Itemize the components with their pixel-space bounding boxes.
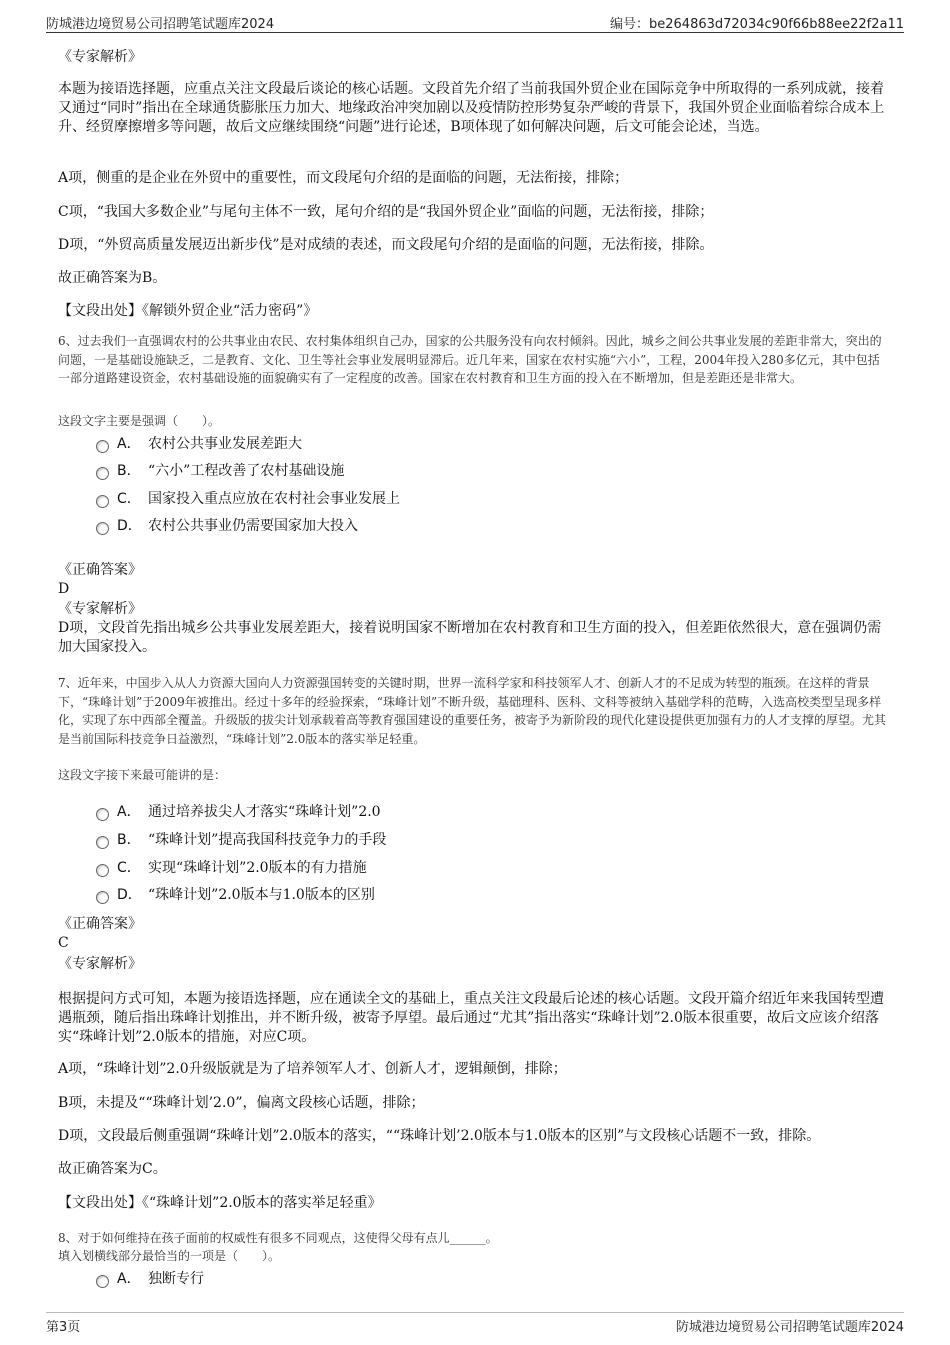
header-title: 防城港边境贸易公司招聘笔试题库2024 (46, 17, 275, 32)
page-footer (46, 1312, 904, 1335)
radio-icon[interactable] (96, 836, 109, 849)
q5-analysis-c: C项，“我国大多数企业”与尾句主体不一致，尾句介绍的是“我国外贸企业”面临的问题，无法衔接，排除； (58, 204, 714, 220)
q6-analysis: D项，文段首先指出城乡公共事业发展差距大，接着说明国家不断增加在农村教育和卫生方面的投入，但差距依然很大，意在强调仍需加大国家投入。 (58, 620, 882, 655)
radio-icon[interactable] (96, 467, 109, 480)
q7-answer-label: 《正确答案》 (58, 916, 142, 932)
radio-icon[interactable] (96, 522, 109, 535)
q6-stem: 6、过去我们一直强调农村的公共事业由农民、农村集体组织自己办，国家的公共服务没有向农村倾斜。因此，城乡之间公共事业发展的差距非常大，突出的问题，一是基础设施缺乏，二是教育、文化、卫生等社会事业发展明显滞后。近几年来，国家在农村实施“六小”，工程，2004年投入280多亿元，其中包括一部分道路建设资金，农村基础设施的面貌确实有了一定程度的改善。国家在农村教育和卫生方面的投入在不断增加，但是差距还是非常大。 (58, 334, 882, 385)
radio-icon[interactable] (96, 495, 109, 508)
radio-icon[interactable] (96, 440, 109, 453)
radio-icon[interactable] (96, 1275, 109, 1288)
q7-analysis-d: D项，文段最后侧重强调“珠峰计划”2.0版本的落实，““珠峰计划’2.0版本与1.0版本的区别”与文段核心话题不一致，排除。 (58, 1128, 821, 1144)
q5-analysis-d: D项，“外贸高质量发展迈出新步伐”是对成绩的表述，而文段尾句介绍的是面临的问题，无法衔接，排除。 (58, 237, 714, 253)
q7-expert-label: 《专家解析》 (58, 956, 142, 972)
q6-expert-label: 《专家解析》 (58, 601, 142, 617)
radio-icon[interactable] (96, 891, 109, 904)
q6-prompt: 这段文字主要是强调（ ）。 (58, 414, 221, 428)
q5-analysis-a: A项，侧重的是企业在外贸中的重要性，而文段尾句介绍的是面临的问题，无法衔接，排除； (58, 170, 629, 186)
q8-prompt: 填入划横线部分最恰当的一项是（ ）。 (58, 1249, 281, 1263)
q7-source: 【文段出处】《“珠峰计划”2.0版本的落实举足轻重》 (58, 1195, 382, 1211)
radio-icon[interactable] (96, 808, 109, 821)
q7-conclusion: 故正确答案为C。 (58, 1161, 167, 1177)
q5-analysis-main: 本题为接语选择题，应重点关注文段最后谈论的核心话题。文段首先介绍了当前我国外贸企业在国际竞争中所取得的一系列成就，接着又通过“同时”指出在全球通货膨胀压力加大、地缘政治冲突加剧以及疫情防控形势复杂严峻的背景下，我国外贸企业面临着综合成本上升、经贸摩擦增多等问题，故后文应继续围绕“问题”进行论述，B项体现了如何解决问题，后文可能会论述，当选。 (58, 81, 885, 135)
q5-expert-label: 《专家解析》 (58, 49, 142, 65)
q5-source: 【文段出处】《解锁外贸企业“活力密码”》 (58, 303, 318, 319)
q7-analysis-a: A项，“珠峰计划”2.0升级版就是为了培养领军人才、创新人才，逻辑颠倒，排除； (58, 1061, 567, 1077)
q7-answer: C (58, 935, 69, 951)
q6-answer: D (58, 581, 70, 597)
q7-analysis-main: 根据提问方式可知，本题为接语选择题，应在通读全文的基础上，重点关注文段最后论述的核心话题。文段开篇介绍近年来我国转型遭遇瓶颈，随后指出珠峰计划推出，并不断升级，被寄予厚望。最后通过“尤其”指出落实“珠峰计划”2.0版本很重要，故后文应该介绍落实“珠峰计划”2.0版本的措施，对应C项。 (58, 991, 884, 1045)
footer-page-number: 第3页 (46, 1320, 81, 1335)
q7-prompt: 这段文字接下来最可能讲的是： (58, 768, 227, 782)
radio-icon[interactable] (96, 864, 109, 877)
q8-stem: 8、对于如何维持在孩子面前的权威性有很多不同观点，这使得父母有点儿______。 (58, 1231, 498, 1245)
q6-answer-label: 《正确答案》 (58, 562, 142, 578)
q7-stem: 7、近年来，中国步入从人力资源大国向人力资源强国转变的关键时期，世界一流科学家和科技领军人才、创新人才的不足成为转型的瓶颈。在这样的背景下，“珠峰计划”于2009年被推出。经过十多年的经验探索，“珠峰计划”不断升级，基础理科、医科、文科等被纳入基础学科的范畴，入选高校类型呈现多样化，实现了东中西部全覆盖。升级版的拔尖计划承载着高等教育强国建设的重要任务，被寄予为新阶段的现代化建设提供更加强有力的人才支撑的厚望。尤其是当前国际科技竞争日益激烈，“珠峰计划”2.0版本的落实举足轻重。 (58, 676, 887, 746)
footer-title: 防城港边境贸易公司招聘笔试题库2024 (675, 1320, 904, 1335)
q7-analysis-b: B项，未提及““珠峰计划’2.0”，偏离文段核心话题，排除； (58, 1095, 425, 1111)
q5-conclusion: 故正确答案为B。 (58, 270, 167, 286)
header-doc-id: 编号：be264863d72034c90f66b88ee22f2a11 (610, 17, 904, 32)
page-header (46, 10, 904, 33)
